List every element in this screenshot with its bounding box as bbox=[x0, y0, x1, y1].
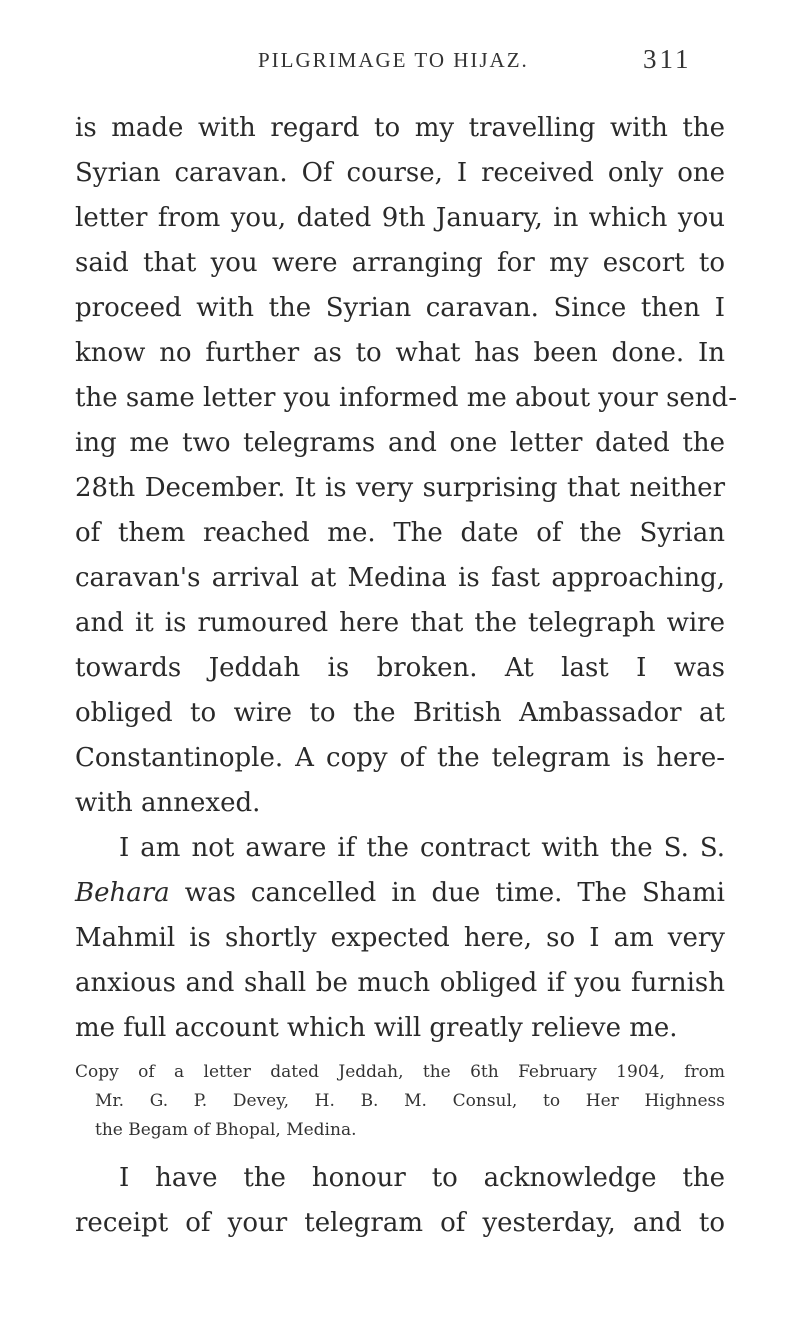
text-line: receipt of your telegram of yesterday, and to bbox=[75, 1208, 725, 1238]
text-line: I have the honour to acknowledge the bbox=[119, 1163, 725, 1193]
text-line: letter from you, dated 9th January, in which you bbox=[75, 203, 725, 233]
running-head: PILGRIMAGE TO HIJAZ. bbox=[258, 48, 529, 72]
text-line: of them reached me. The date of the Syrian bbox=[75, 518, 725, 548]
text-line bbox=[75, 877, 725, 909]
text-line: with annexed. bbox=[75, 788, 261, 818]
text-line: Constantinople. A copy of the telegram is here- bbox=[75, 743, 725, 773]
text-line: is made with regard to my travelling with the bbox=[75, 113, 725, 143]
letter-heading-line: Mr. G. P. Devey, H. B. M. Consul, to Her Highness bbox=[95, 1091, 725, 1111]
text-line: Syrian caravan. Of course, I received only one bbox=[75, 158, 725, 188]
text-line: know no further as to what has been done. In bbox=[75, 338, 725, 368]
text-line: towards Jeddah is broken. At last I was bbox=[75, 653, 725, 683]
text-line: Mahmil is shortly expected here, so I am very bbox=[75, 923, 725, 953]
text-line: me full account which will greatly relieve me. bbox=[75, 1013, 678, 1043]
text-line: the same letter you informed me about your send- bbox=[75, 383, 737, 413]
text-line: I am not aware if the contract with the S. S. bbox=[119, 833, 725, 863]
text-line: 28th December. It is very surprising that neither bbox=[75, 473, 725, 503]
letter-heading-line: the Begam of Bhopal, Medina. bbox=[95, 1120, 357, 1140]
text-line: obliged to wire to the British Ambassador at bbox=[75, 698, 725, 728]
page-number: 311 bbox=[643, 44, 692, 74]
text-line: ing me two telegrams and one letter dated the bbox=[75, 428, 725, 458]
text-line: said that you were arranging for my escort to bbox=[75, 248, 725, 278]
text-span: was cancelled in due time. The Shami bbox=[169, 878, 725, 908]
text-line: anxious and shall be much obliged if you furnish bbox=[75, 968, 725, 998]
text-line: proceed with the Syrian caravan. Since then I bbox=[75, 293, 725, 323]
ship-name: Behara bbox=[75, 878, 170, 908]
letter-heading-line: Copy of a letter dated Jeddah, the 6th February 1904, from bbox=[75, 1062, 725, 1082]
page-header bbox=[0, 44, 800, 78]
text-line: caravan's arrival at Medina is fast approaching, bbox=[75, 563, 725, 593]
text-line: and it is rumoured here that the telegraph wire bbox=[75, 608, 725, 638]
